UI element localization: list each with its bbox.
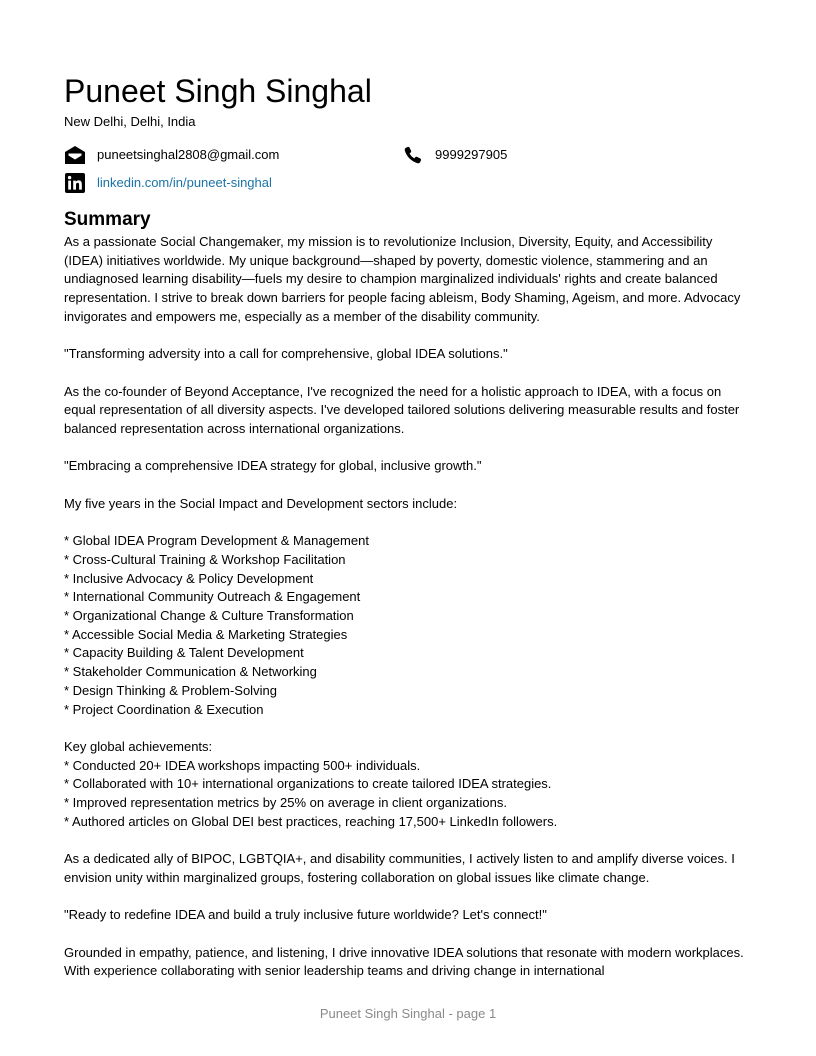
list-item: * Authored articles on Global DEI best practices, reaching 17,500+ LinkedIn followers.: [64, 813, 558, 829]
summary-quote: "Embracing a comprehensive IDEA strategy for global, inclusive growth.": [64, 458, 482, 474]
linkedin-icon: [64, 172, 86, 194]
summary-paragraph: Grounded in empathy, patience, and listening, I drive innovative IDEA solutions that resonate with modern workplaces. With experience collaborating with senior leadership teams and driving change in international: [64, 944, 744, 979]
email-contact[interactable]: [64, 144, 279, 166]
linkedin-contact[interactable]: [64, 172, 272, 194]
summary-paragraph: My five years in the Social Impact and Development sectors include:: [64, 495, 458, 511]
email-address[interactable]: puneetsinghal2808@gmail.com: [97, 147, 280, 162]
location: New Delhi, Delhi, India: [64, 114, 196, 129]
list-item: * Cross-Cultural Training & Workshop Facilitation: [64, 551, 346, 567]
skills-list: [64, 532, 754, 719]
envelope-open-icon: [64, 144, 86, 166]
list-item: * Collaborated with 10+ international organizations to create tailored IDEA strategies.: [64, 776, 552, 792]
phone-number[interactable]: 9999297905: [435, 147, 508, 162]
achievements-heading: Key global achievements:: [64, 738, 213, 754]
list-item: * Project Coordination & Execution: [64, 701, 264, 717]
summary-paragraph: As the co-founder of Beyond Acceptance, I've recognized the need for a holistic approach to IDEA, with a focus on equal representation of all diversity aspects. I've developed tailored solutions delivering measurable results and foster balanced representation across international organizations.: [64, 383, 740, 436]
list-item: * Conducted 20+ IDEA workshops impacting 500+ individuals.: [64, 757, 421, 773]
list-item: * International Community Outreach & Engagement: [64, 589, 361, 605]
summary-heading: Summary: [64, 209, 151, 230]
page-footer: Puneet Singh Singhal - page 1: [319, 1006, 497, 1021]
summary-quote: "Transforming adversity into a call for comprehensive, global IDEA solutions.": [64, 346, 508, 362]
linkedin-link[interactable]: linkedin.com/in/puneet-singhal: [97, 175, 272, 190]
list-item: * Organizational Change & Culture Transformation: [64, 607, 354, 623]
list-item: * Stakeholder Communication & Networking: [64, 664, 317, 680]
list-item: * Global IDEA Program Development & Management: [64, 533, 369, 549]
summary-body: [64, 233, 754, 1000]
achievements-list: [64, 738, 754, 832]
candidate-name: Puneet Singh Singhal: [64, 73, 372, 109]
list-item: * Capacity Building & Talent Development: [64, 645, 304, 661]
list-item: * Inclusive Advocacy & Policy Development: [64, 570, 314, 586]
list-item: * Accessible Social Media & Marketing Strategies: [64, 626, 348, 642]
phone-contact[interactable]: [402, 144, 507, 166]
phone-icon: [402, 144, 424, 166]
summary-quote: "Ready to redefine IDEA and build a truly inclusive future worldwide? Let's connect!": [64, 907, 547, 923]
list-item: * Improved representation metrics by 25% on average in client organizations.: [64, 795, 507, 810]
summary-paragraph: As a dedicated ally of BIPOC, LGBTQIA+, and disability communities, I actively listen to and amplify diverse voices. I envision unity within marginalized groups, fostering collaboration on global issues like climate change.: [64, 851, 735, 885]
summary-paragraph: As a passionate Social Changemaker, my mission is to revolutionize Inclusion, Diversity, Equity, and Accessibility (IDEA) initiatives worldwide. My unique background—shaped by poverty, domestic violence, stammering and an undiagnosed learning disability—fuels my desire to champion marginalized individuals' rights and create balanced representation. I strive to break down barriers for people facing ableism, Body Shaming, Ageism, and more. Advocacy invigorates and empowers me, especially as a member of the disability community.: [64, 234, 741, 324]
list-item: * Design Thinking & Problem-Solving: [64, 682, 277, 698]
